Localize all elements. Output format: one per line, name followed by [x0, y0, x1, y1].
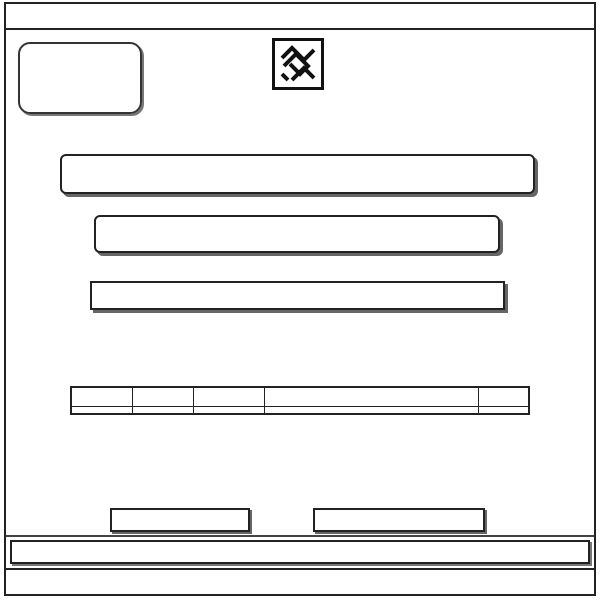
cell-row-number [478, 407, 529, 415]
table-header-row [71, 387, 529, 407]
bottom-decorative-border [4, 568, 596, 596]
header-subject [264, 387, 478, 407]
exam-title-box [60, 154, 535, 194]
cell-subject [264, 407, 478, 415]
header-question-count [193, 387, 264, 407]
booklet-info-box [18, 42, 142, 114]
divider [6, 535, 594, 537]
sanjesh-logo-icon [272, 38, 324, 90]
copyright-notice [10, 540, 590, 564]
negative-score-note [110, 508, 250, 532]
header-row-number [478, 387, 529, 407]
header-from-number [132, 387, 193, 407]
subjects-table [70, 386, 530, 415]
calculator-note [313, 508, 485, 532]
exam-info-bar [90, 281, 505, 310]
header-to-number [71, 387, 132, 407]
cell-to-number [71, 407, 132, 415]
cell-question-count [193, 407, 264, 415]
logo-emblem-icon [278, 44, 318, 84]
table-row [71, 407, 529, 415]
top-decorative-border [4, 2, 596, 30]
cell-from-number [132, 407, 193, 415]
field-title-box [94, 215, 500, 253]
